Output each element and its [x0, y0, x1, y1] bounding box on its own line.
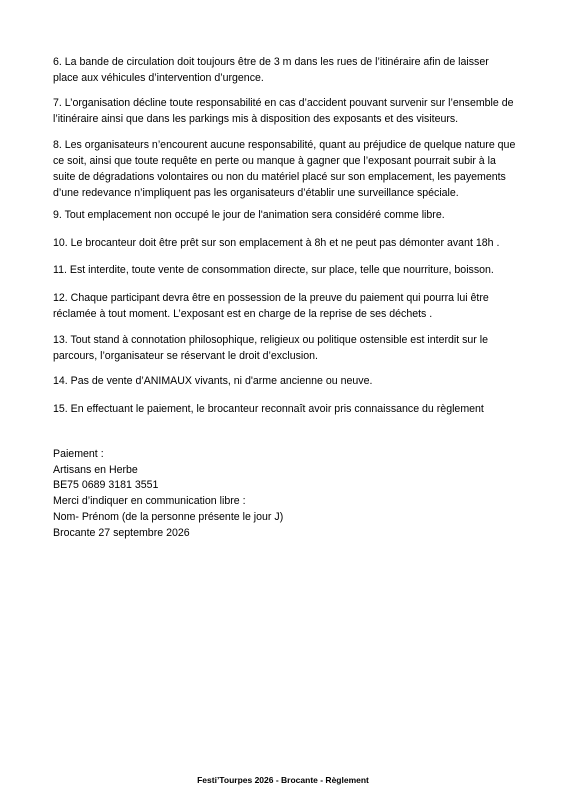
- payment-event: Brocante 27 septembre 2026: [53, 526, 190, 539]
- payment-instruction: Merci d’indiquer en communication libre :: [53, 495, 246, 508]
- payment-iban: BE75 0689 3181 3551: [53, 479, 159, 492]
- page-footer: Festi’Tourpes 2026 - Brocante - Règlement: [197, 775, 369, 785]
- payment-block: [53, 447, 517, 541]
- rule-15: 15. En effectuant le paiement, le brocanteur reconnaît avoir pris connaissance du règlement: [53, 403, 484, 415]
- rule-12: 12. Chaque participant devra être en possession de la preuve du paiement qui pourra lui être réclamée à tout moment. L’exposant est en charge de la reprise de ses déchets .: [53, 292, 489, 320]
- rule-7: 7. L’organisation décline toute responsabilité en cas d’accident pouvant survenir sur l’ensemble de l’itinéraire ainsi que dans les parkings mis à disposition des exposants et des visiteurs.: [53, 97, 514, 125]
- payment-heading: Paiement :: [53, 448, 104, 460]
- payment-beneficiary: Artisans en Herbe: [53, 463, 138, 476]
- rule-8: 8. Les organisateurs n’encourent aucune responsabilité, quant au préjudice de quelque nature que ce soit, ainsi que toute requête en perte ou manque à gagner que l’exposant pourrait subir à la suite de dégradations volontaires ou non du matériel placé sur son emplacement, les payements d’une redevance n’impliquent pas les organisateurs d’établir une surveillance spéciale.: [53, 139, 516, 199]
- rule-14: 14. Pas de vente d’ANIMAUX vivants, ni d'arme ancienne ou neuve.: [53, 375, 373, 387]
- rule-11: 11. Est interdite, toute vente de consommation directe, sur place, telle que nourriture, boisson.: [53, 264, 494, 276]
- payment-name-format: Nom- Prénom (de la personne présente le jour J): [53, 510, 284, 523]
- rule-6: 6. La bande de circulation doit toujours être de 3 m dans les rues de l’itinéraire afin de laisser place aux véhicules d’intervention d’urgence.: [53, 56, 489, 84]
- rule-9: 9. Tout emplacement non occupé le jour de l'animation sera considéré comme libre.: [53, 209, 445, 221]
- rule-10: 10. Le brocanteur doit être prêt sur son emplacement à 8h et ne peut pas démonter avant 18h .: [53, 237, 500, 249]
- rule-13: 13. Tout stand à connotation philosophique, religieux ou politique ostensible est interdit sur le parcours, l’organisateur se réservant le droit d’exclusion.: [53, 334, 489, 362]
